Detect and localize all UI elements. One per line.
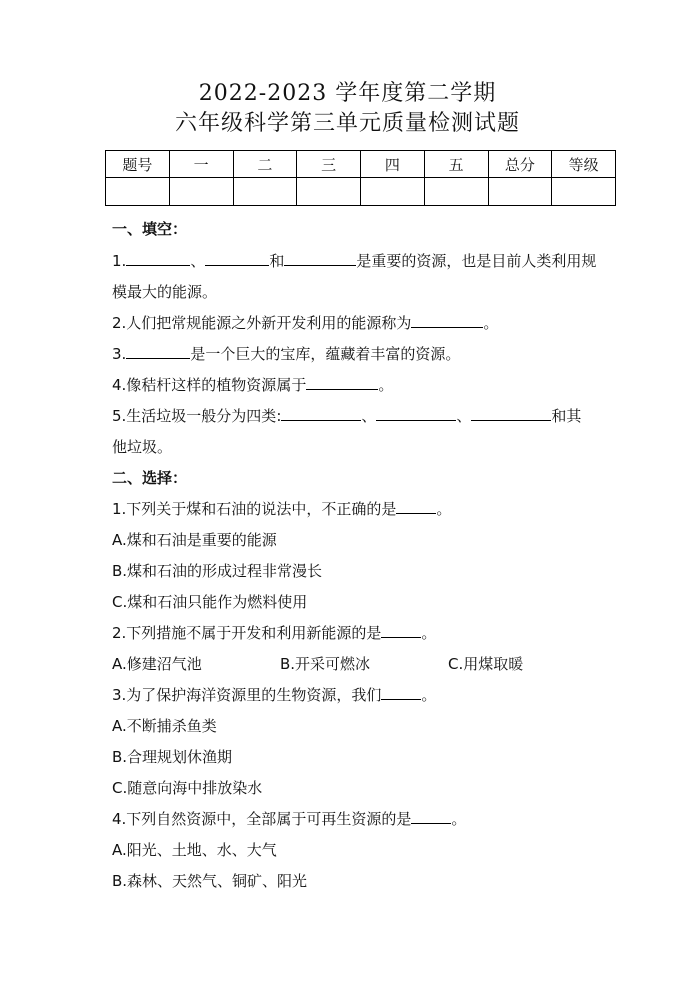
- fill-question-4: 4.像秸杆这样的植物资源属于 。: [112, 376, 394, 394]
- score-cell: [488, 178, 552, 206]
- score-header-cell: 五: [424, 151, 488, 178]
- answer-blank: [306, 375, 378, 390]
- score-header-cell: 三: [297, 151, 361, 178]
- score-header-cell: 题号: [106, 151, 170, 178]
- score-header-cell: 总分: [488, 151, 552, 178]
- answer-blank: [411, 809, 451, 824]
- exam-title-line2: 六年级科学第三单元质量检测试题: [174, 111, 520, 136]
- score-cell: [361, 178, 425, 206]
- choice-option-b: B.开采可燃冰: [280, 655, 371, 673]
- answer-blank: [376, 406, 456, 421]
- answer-blank: [396, 499, 436, 514]
- answer-blank: [205, 251, 269, 266]
- answer-blank: [471, 406, 551, 421]
- choice-option-c: C.煤和石油只能作为燃料使用: [112, 593, 308, 611]
- fill-question-1-cont: 模最大的能源。: [112, 283, 218, 301]
- section1-heading: 一、填空：: [112, 220, 188, 238]
- score-header-cell: 等级: [552, 151, 616, 178]
- choice-option-c: C.用煤取暖: [448, 655, 524, 673]
- answer-blank: [411, 313, 483, 328]
- choice-option-a: A.煤和石油是重要的能源: [112, 531, 277, 549]
- choice-option-c: C.随意向海中排放染水: [112, 779, 263, 797]
- answer-blank: [126, 251, 190, 266]
- answer-blank: [381, 685, 421, 700]
- fill-question-5: 5.生活垃圾一般分为四类: 、 、 和其: [112, 407, 582, 425]
- score-cell: [169, 178, 233, 206]
- choice-option-b: B.森林、天然气、铜矿、阳光: [112, 872, 308, 890]
- score-cell: [424, 178, 488, 206]
- answer-blank: [281, 406, 361, 421]
- answer-blank: [381, 623, 421, 638]
- choice-question-3: 3.为了保护海洋资源里的生物资源，我们 。: [112, 686, 437, 704]
- score-header-cell: 四: [361, 151, 425, 178]
- answer-blank: [284, 251, 356, 266]
- choice-question-1: 1.下列关于煤和石油的说法中，不正确的是 。: [112, 500, 452, 518]
- choice-option-b: B.合理规划休渔期: [112, 748, 233, 766]
- fill-question-5-cont: 他垃圾。: [112, 438, 173, 456]
- fill-question-2: 2.人们把常规能源之外新开发利用的能源称为 。: [112, 314, 499, 332]
- fill-question-3: 3. 是一个巨大的宝库，蕴藏着丰富的资源。: [112, 345, 461, 363]
- score-cell: [297, 178, 361, 206]
- exam-title-line1: 2022-2023 学年度第二学期: [198, 81, 497, 106]
- choice-question-2: 2.下列措施不属于开发和利用新能源的是 。: [112, 624, 437, 642]
- section2-heading: 二、选择：: [112, 469, 188, 487]
- choice-option-a: A.不断捕杀鱼类: [112, 717, 217, 735]
- answer-blank: [126, 344, 190, 359]
- score-header-cell: 一: [169, 151, 233, 178]
- choice-question-4: 4.下列自然资源中，全部属于可再生资源的是 。: [112, 810, 467, 828]
- score-table: [105, 150, 616, 206]
- choice-option-a: A.修建沼气池: [112, 655, 202, 673]
- score-cell: [106, 178, 170, 206]
- score-header-cell: 二: [233, 151, 297, 178]
- fill-question-1: 1. 、 和 是重要的资源，也是目前人类利用规: [112, 252, 597, 270]
- score-table-blank-row: [106, 178, 616, 206]
- choice-option-b: B.煤和石油的形成过程非常漫长: [112, 562, 323, 580]
- choice-option-a: A.阳光、土地、水、大气: [112, 841, 277, 859]
- score-cell: [233, 178, 297, 206]
- score-table-header-row: [106, 151, 616, 178]
- score-cell: [552, 178, 616, 206]
